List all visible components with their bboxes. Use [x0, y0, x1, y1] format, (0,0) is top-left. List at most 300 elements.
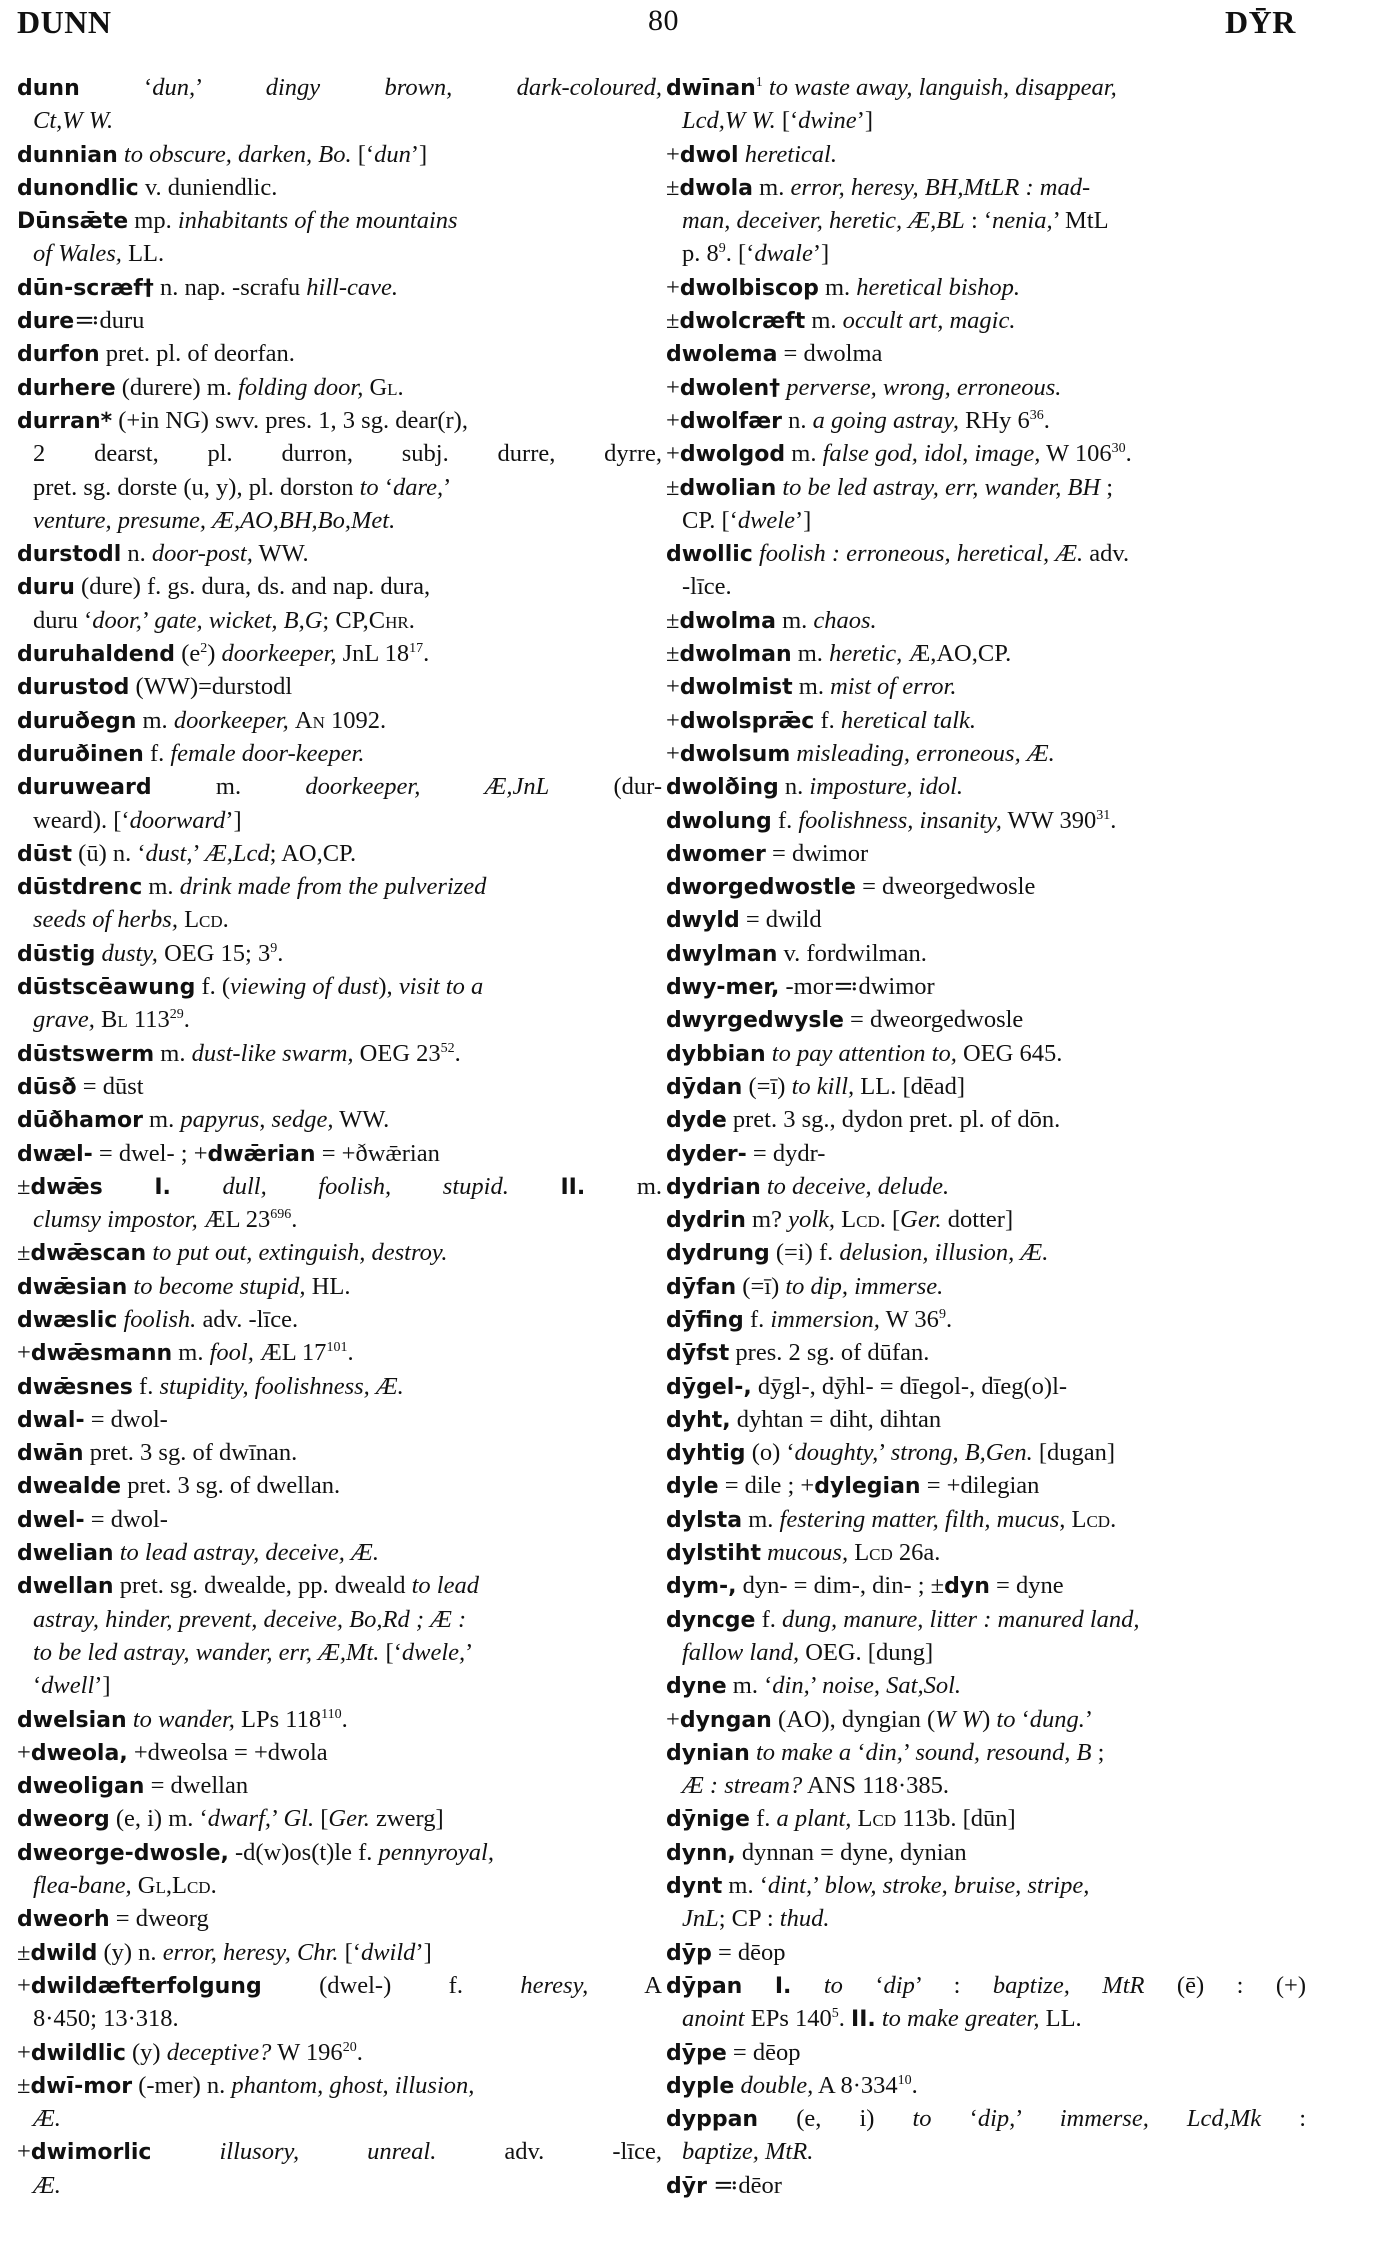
- entry-text: dȳgl-, dȳhl- = dīegol-, dīeg(o)l-: [751, 1372, 1068, 1400]
- definition-text: dare,: [392, 473, 444, 501]
- entry-text: pret. pl. of deorfan.: [99, 340, 295, 368]
- entry-text: 113: [127, 1006, 170, 1034]
- definition-text: to become stupid,: [133, 1272, 306, 1300]
- entry-text: +: [666, 140, 680, 168]
- definition-text: Lcd,W W.: [682, 107, 776, 135]
- headword: dwimorlic: [30, 2140, 152, 2166]
- definition-text: imposture, idol.: [809, 773, 964, 801]
- entry-text: .: [291, 1206, 298, 1234]
- headword: dylstiht: [666, 1541, 761, 1567]
- entry-text: ’]: [856, 107, 874, 135]
- definition-text: error, heresy, Chr.: [162, 1938, 339, 1966]
- headword: durustod: [17, 675, 130, 701]
- entry-text: (durere) m.: [115, 373, 239, 401]
- headword: dwel-: [17, 1507, 85, 1533]
- headword: dwolfær: [679, 408, 783, 434]
- superscript-ref: 30: [1111, 441, 1126, 457]
- headword: duruweard: [17, 775, 152, 801]
- entry-text: HL.: [305, 1272, 351, 1300]
- definition-text: dust-like swarm,: [191, 1039, 354, 1067]
- headword: dūstig: [17, 941, 96, 967]
- entry-line: [666, 71, 1306, 104]
- headword: dym-,: [666, 1574, 737, 1600]
- entry-text: = +ðwǣrian: [315, 1139, 440, 1167]
- entry-text: A: [588, 1971, 662, 1999]
- entry-line: [666, 1669, 1306, 1702]
- entry-line: [17, 570, 662, 603]
- entry-text: m. ‘: [726, 1672, 773, 1700]
- entry-text: +: [666, 440, 680, 468]
- entry-text: ±: [17, 2071, 31, 2099]
- headword: dweorh: [17, 1907, 110, 1933]
- headword: dwyld: [666, 908, 740, 934]
- definition-text: illusory, unreal.: [219, 2138, 437, 2166]
- definition-text: foolish.: [123, 1305, 197, 1333]
- page-number: 80: [648, 4, 679, 37]
- entry-line: [666, 1536, 1306, 1569]
- entry-line: [666, 1802, 1306, 1835]
- definition-text: viewing of dust: [230, 973, 379, 1001]
- definition-text: dint,: [767, 1872, 813, 1900]
- entry-text: duru ‘: [33, 606, 93, 634]
- entry-text: WW 390: [1001, 806, 1097, 834]
- entry-text: ±: [666, 307, 680, 335]
- entry-text: (AO), dyngian (: [771, 1705, 936, 1733]
- headword: durstodl: [17, 542, 122, 568]
- entry-text: ≕dēor: [706, 2171, 782, 2199]
- running-head-left: DUNN: [17, 4, 112, 40]
- definition-text: door-post,: [151, 540, 253, 568]
- definition-text: dull, foolish, stupid.: [222, 1172, 509, 1200]
- entry-text: LL.: [1039, 2005, 1082, 2033]
- entry-text: f. (: [195, 973, 231, 1001]
- entry-line: [17, 1037, 662, 1070]
- entry-text: = dweorgedwosle: [855, 873, 1036, 901]
- entry-text: ‘: [842, 1971, 884, 1999]
- entry-text: ): [207, 640, 222, 668]
- entry-text: JnL 18: [336, 640, 410, 668]
- headword: dwæl-: [17, 1141, 93, 1167]
- headword: dūsð: [17, 1074, 77, 1100]
- entry-line: [666, 937, 1306, 970]
- entry-text: .: [454, 1039, 461, 1067]
- entry-text: (ē) : (+): [1144, 1971, 1306, 1999]
- entry-text: ’]: [415, 1938, 432, 1966]
- entry-text: .: [341, 1705, 348, 1733]
- headword: dwolma: [679, 608, 776, 634]
- entry-line: [17, 271, 662, 304]
- entry-line: [666, 537, 1306, 570]
- entry-text: .: [945, 1305, 953, 1333]
- entry-line: [17, 1836, 662, 1869]
- entry-text: pret. 3 sg. of dwellan.: [121, 1472, 341, 1500]
- headword: dȳr: [666, 2173, 707, 2199]
- entry-text: m.: [136, 706, 174, 734]
- entry-text: .: [356, 2038, 363, 2066]
- headword: dȳfing: [666, 1307, 744, 1333]
- entry-line: [17, 1270, 662, 1303]
- entry-line: [666, 970, 1306, 1003]
- entry-text: ≕duru: [74, 307, 145, 335]
- headword: dūst: [17, 841, 73, 867]
- headword: dyder-: [666, 1141, 747, 1167]
- headword: dȳpan: [666, 1973, 743, 1999]
- definition-text: to kill,: [791, 1072, 855, 1100]
- entry-line: [666, 404, 1306, 437]
- entry-text: ‘: [378, 473, 393, 501]
- entry-text: m.: [775, 606, 814, 634]
- source-abbrev: Gl,Lcd.: [137, 1872, 217, 1900]
- definition-text: dip: [883, 1971, 915, 1999]
- entry-text: [‘: [338, 1938, 361, 1966]
- headword: I.: [154, 1174, 171, 1200]
- definition-text: man, deceiver, heretic, Æ,BL: [682, 207, 965, 235]
- entry-continuation-line: [17, 2002, 662, 2035]
- entry-line: [666, 2036, 1306, 2069]
- headword: dwealde: [17, 1474, 122, 1500]
- entry-line: [17, 2069, 662, 2102]
- entry-continuation-line: [17, 804, 662, 837]
- entry-text: .: [1125, 440, 1132, 468]
- entry-text: ’]: [410, 140, 428, 168]
- superscript-ref: 696: [270, 1207, 292, 1223]
- entry-line: [666, 903, 1306, 936]
- entry-text: +: [666, 673, 680, 701]
- entry-text: ’]: [794, 506, 812, 534]
- headword: dwǣscan: [30, 1241, 147, 1267]
- definition-text: perverse, wrong, erroneous.: [786, 373, 1062, 401]
- entry-text: CP. [‘: [682, 506, 738, 534]
- entry-line: [666, 1703, 1306, 1736]
- entry-text: dyhtan = diht, dihtan: [730, 1405, 942, 1433]
- definition-text: grave,: [33, 1006, 95, 1034]
- entry-text: (y): [125, 2038, 167, 2066]
- entry-line: [666, 1503, 1306, 1536]
- entry-line: [17, 2135, 662, 2168]
- entry-text: .: [1043, 406, 1050, 434]
- entry-text: [171, 1173, 223, 1200]
- entry-line: [17, 1070, 662, 1103]
- definition-text: Æ : stream?: [682, 1772, 803, 1800]
- entry-text: = dwimor: [765, 839, 869, 867]
- entry-text: pret. 3 sg., dydon pret. pl. of dōn.: [726, 1106, 1061, 1134]
- entry-line: [666, 138, 1306, 171]
- definition-text: to: [823, 1971, 843, 1999]
- entry-text: (WW)=durstodl: [129, 673, 293, 701]
- definition-text: papyrus, sedge,: [180, 1106, 334, 1134]
- definition-text: to obscure, darken, Bo.: [123, 140, 352, 168]
- headword: dūstdrenc: [17, 875, 143, 901]
- headword: duruðinen: [17, 741, 144, 767]
- definition-text: heretical talk.: [840, 706, 977, 734]
- headword: dȳp: [666, 1940, 712, 1966]
- definition-text: hill-cave.: [306, 273, 399, 301]
- definition-text: Ger.: [328, 1805, 370, 1833]
- entry-text: dotter]: [941, 1206, 1014, 1234]
- entry-text: ±: [17, 1172, 31, 1200]
- entry-text: ±: [666, 173, 680, 201]
- entry-continuation-line: [666, 504, 1306, 537]
- definition-text: dwele,: [401, 1638, 466, 1666]
- entry-line: [666, 1603, 1306, 1636]
- entry-line: [666, 1303, 1306, 1336]
- definition-text: dwild: [360, 1938, 416, 1966]
- entry-text: ‘: [851, 1738, 866, 1766]
- entry-text: ±: [666, 606, 680, 634]
- superscript-ref: 52: [440, 1040, 455, 1056]
- headword: dūðhamor: [17, 1108, 143, 1134]
- entry-continuation-line: [666, 1902, 1306, 1935]
- entry-line: [17, 138, 662, 171]
- headword: dweorg: [17, 1807, 110, 1833]
- headword: dȳdan: [666, 1074, 743, 1100]
- headword: dyne: [666, 1674, 727, 1700]
- entry-text: [dugan]: [1032, 1439, 1116, 1467]
- entry-text: m?: [745, 1206, 789, 1234]
- entry-text: = +dilegian: [920, 1472, 1040, 1500]
- definition-text: clumsy impostor,: [33, 1206, 198, 1234]
- superscript-ref: 9: [938, 1306, 946, 1322]
- entry-text: m.: [792, 673, 831, 701]
- definition-text: door,: [92, 606, 142, 634]
- entry-text: ),: [378, 973, 399, 1001]
- headword: dwolsum: [679, 741, 791, 767]
- entry-text: ’: [812, 1872, 825, 1900]
- entry-line: [666, 1003, 1306, 1036]
- entry-line: [17, 737, 662, 770]
- entry-text: ’: [195, 74, 266, 101]
- entry-continuation-line: [17, 1869, 662, 1902]
- entry-line: [666, 1203, 1306, 1236]
- entry-line: [17, 837, 662, 870]
- entry-continuation-line: [17, 437, 662, 470]
- entry-text: m.: [805, 307, 843, 335]
- superscript-ref: 10: [897, 2072, 912, 2088]
- entry-text: -līce.: [682, 573, 732, 601]
- entry-text: = dile ; +: [718, 1472, 815, 1500]
- entry-text: ‘: [79, 74, 153, 101]
- entry-line: [17, 1569, 662, 1602]
- definition-text: yolk,: [788, 1206, 836, 1234]
- superscript-ref: 2: [200, 641, 208, 657]
- superscript-ref: 36: [1029, 407, 1044, 423]
- superscript-ref: 31: [1096, 807, 1111, 823]
- entry-line: [17, 704, 662, 737]
- entry-text: (-mer) n.: [132, 2071, 232, 2099]
- entry-line: [666, 471, 1306, 504]
- entry-text: m.: [154, 1039, 192, 1067]
- entry-text: +: [17, 1738, 31, 1766]
- definition-text: of Wales,: [33, 240, 122, 268]
- entry-text: ’: [902, 1738, 916, 1766]
- entry-text: W 106: [1040, 440, 1112, 468]
- entry-line: [17, 2036, 662, 2069]
- entry-text: ’: [141, 606, 155, 634]
- definition-text: dung.: [1029, 1705, 1085, 1733]
- entry-text: W 196: [271, 2038, 343, 2066]
- definition-text: immersion,: [770, 1305, 880, 1333]
- entry-text: = dwol-: [84, 1505, 168, 1533]
- entry-text: (dur-: [549, 773, 662, 801]
- definition-text: heretic,: [829, 640, 903, 668]
- entry-text: = dweorg: [109, 1905, 209, 1933]
- entry-text: = dēop: [726, 2038, 801, 2066]
- entry-continuation-line: [17, 1003, 662, 1036]
- entry-text: WW.: [252, 540, 309, 568]
- definition-text: to lead astray, deceive, Æ.: [119, 1539, 379, 1567]
- definition-text: noise, Sat,Sol.: [822, 1672, 962, 1700]
- entry-line: [666, 1170, 1306, 1203]
- definition-text: gate, wicket, B,G: [154, 606, 323, 634]
- definition-text: doorkeeper,: [173, 706, 289, 734]
- entry-line: [17, 1802, 662, 1835]
- headword: I.: [774, 1973, 792, 1999]
- entry-text: (e, i): [758, 2105, 913, 2133]
- headword: dweoligan: [17, 1774, 145, 1800]
- entry-text: +dweolsa = +dwola: [127, 1738, 328, 1766]
- definition-text: venture, presume, Æ,AO,BH,Bo,Met.: [33, 506, 396, 534]
- entry-text: ; AO,CP.: [269, 839, 357, 867]
- superscript-ref: 29: [169, 1007, 184, 1023]
- entry-line: [17, 1536, 662, 1569]
- headword: dwī-mor: [30, 2073, 133, 2099]
- headword: dyde: [666, 1108, 727, 1134]
- headword: dwellan: [17, 1574, 114, 1600]
- superscript-ref: 110: [321, 1706, 342, 1722]
- definition-text: to be led astray, wander, err, Æ,Mt.: [33, 1638, 380, 1666]
- entry-text: dyn- = dim-, din- ; ±: [736, 1572, 945, 1600]
- definition-text: thud.: [779, 1905, 830, 1933]
- headword: dyht,: [666, 1407, 731, 1433]
- entry-text: Æ,AO,CP.: [902, 640, 1012, 668]
- definition-text: heretical.: [744, 140, 837, 168]
- entry-line: [666, 437, 1306, 470]
- entry-line: [666, 670, 1306, 703]
- headword: dwǣsmann: [30, 1341, 173, 1367]
- headword: dwelian: [17, 1541, 114, 1567]
- definition-text: phantom, ghost, illusion,: [231, 2071, 475, 2099]
- definition-text: misleading, erroneous, Æ.: [796, 739, 1055, 767]
- dictionary-column-right: [666, 71, 1306, 2202]
- definition-text: to: [359, 473, 379, 501]
- entry-text: adv. -līce,: [436, 2138, 662, 2166]
- source-abbrev: Lcd: [857, 1805, 897, 1833]
- entry-text: n.: [778, 773, 810, 801]
- definition-text: to dip, immerse.: [785, 1272, 944, 1300]
- definition-text: inhabitants of the mountains: [177, 207, 458, 235]
- entry-line: [666, 1836, 1306, 1869]
- entry-line: [666, 637, 1306, 670]
- entry-line: [17, 1103, 662, 1136]
- headword: dwomer: [666, 841, 766, 867]
- headword: dwollic: [666, 542, 753, 568]
- definition-text: dwale: [754, 240, 813, 268]
- definition-text: sound, resound, B: [915, 1738, 1092, 1766]
- superscript-ref: 5: [831, 2006, 839, 2022]
- entry-text: .: [1110, 806, 1117, 834]
- entry-text: .: [838, 2005, 852, 2033]
- entry-text: f.: [143, 739, 171, 767]
- entry-text: LL. [dēad]: [854, 1072, 966, 1100]
- headword: dynn,: [666, 1840, 736, 1866]
- definition-text: error, heresy, BH,MtLR : mad-: [790, 173, 1091, 201]
- entry-text: [: [885, 1206, 901, 1234]
- entry-text: 113b. [dūn]: [896, 1805, 1016, 1833]
- entry-line: [17, 1336, 662, 1369]
- entry-line: [666, 2169, 1306, 2202]
- entry-text: ±: [17, 1938, 31, 1966]
- entry-text: RHy 6: [959, 406, 1030, 434]
- entry-text: OEG 23: [353, 1039, 441, 1067]
- definition-text: festering matter, filth, mucus,: [779, 1505, 1066, 1533]
- entry-text: v. duniendlic.: [138, 173, 278, 201]
- headword: dwolcræft: [679, 309, 806, 335]
- entry-continuation-line: [17, 1636, 662, 1669]
- definition-text: a going astray,: [812, 406, 959, 434]
- entry-text: ’: [465, 1638, 474, 1666]
- headword: duru: [17, 575, 75, 601]
- entry-text: A 8·334: [813, 2071, 898, 2099]
- entry-text: = dēop: [711, 1938, 786, 1966]
- headword: duruðegn: [17, 708, 137, 734]
- headword: durhere: [17, 375, 116, 401]
- entry-text: -mor≕dwimor: [779, 973, 935, 1001]
- entry-continuation-line: [666, 237, 1306, 270]
- entry-continuation-line: [17, 1203, 662, 1236]
- definition-text: double,: [740, 2071, 814, 2099]
- entry-line: [666, 1969, 1306, 2002]
- source-abbrev: Gl.: [369, 373, 404, 401]
- definition-text: dip,: [977, 2105, 1016, 2133]
- entry-text: [: [314, 1805, 329, 1833]
- entry-line: [666, 171, 1306, 204]
- headword: dybbian: [666, 1041, 766, 1067]
- entry-line: [666, 2102, 1306, 2135]
- entry-text: ’: [1015, 2105, 1060, 2133]
- entry-text: zwerg]: [369, 1805, 444, 1833]
- headword: dwolian: [679, 475, 777, 501]
- entry-text: .: [347, 1339, 354, 1367]
- definition-text: anoint: [682, 2005, 745, 2033]
- entry-text: = dwild: [739, 906, 822, 934]
- entry-text: 8·450; 13·318.: [33, 2005, 179, 2033]
- headword: dynian: [666, 1740, 750, 1766]
- headword: dwola: [679, 175, 754, 201]
- entry-text: . [‘: [725, 240, 755, 268]
- headword: dwol: [679, 142, 739, 168]
- definition-text: dwarf,: [207, 1805, 271, 1833]
- entry-line: [666, 1270, 1306, 1303]
- entry-text: pres. 2 sg. of dūfan.: [729, 1339, 930, 1367]
- definition-text: fool,: [209, 1339, 254, 1367]
- definition-text: foolish : erroneous, heretical, Æ.: [758, 540, 1084, 568]
- definition-text: blow, stroke, bruise, stripe,: [824, 1872, 1090, 1900]
- entry-text: [103, 1173, 155, 1200]
- entry-text: f.: [814, 706, 841, 734]
- definition-text: baptize, MtR: [992, 1971, 1145, 1999]
- source-abbrev: An: [294, 706, 325, 734]
- entry-line: [666, 1236, 1306, 1269]
- entry-text: 1092.: [324, 706, 387, 734]
- entry-line: [666, 2069, 1306, 2102]
- entry-text: m.: [742, 1505, 780, 1533]
- entry-text: m.: [791, 640, 830, 668]
- definition-text: dwine: [798, 107, 857, 135]
- definition-text: female door-keeper.: [170, 739, 365, 767]
- entry-text: ’]: [812, 240, 830, 268]
- definition-text: mist of error.: [830, 673, 957, 701]
- headword: dure: [17, 309, 75, 335]
